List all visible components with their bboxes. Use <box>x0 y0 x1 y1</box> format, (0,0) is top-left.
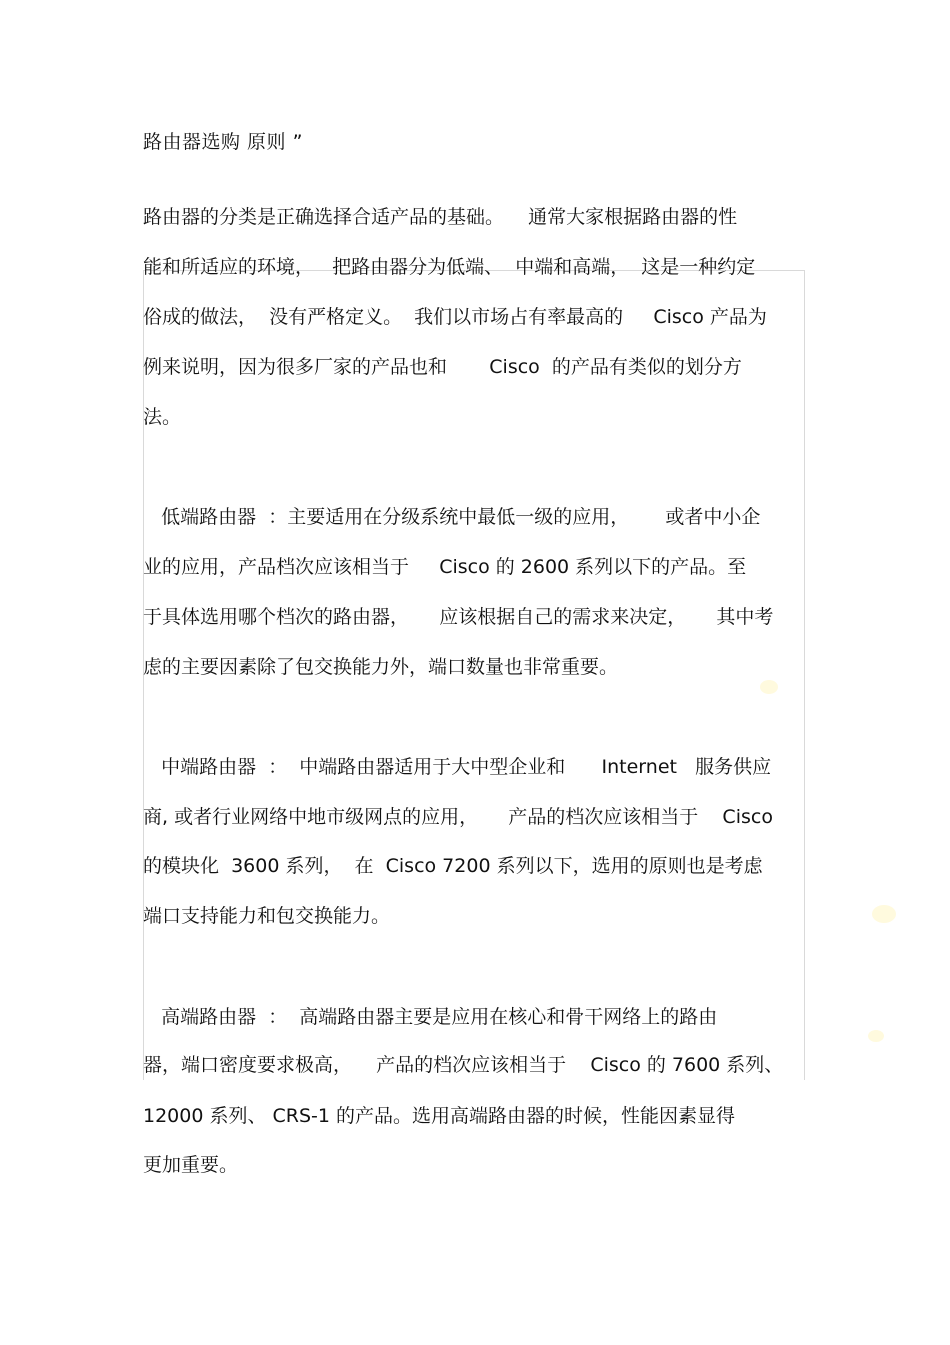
paragraph-1-line-1: 路由器的分类是正确选择合适产品的基础。 通常大家根据路由器的性 <box>143 206 738 228</box>
paper-stain <box>760 680 778 694</box>
paragraph-1-line-4: 例来说明，因为很多厂家的产品也和 Cisco 的产品有类似的划分方 <box>143 356 742 378</box>
paragraph-2-line-4: 虑的主要因素除了包交换能力外，端口数量也非常重要。 <box>143 656 619 678</box>
paragraph-4-line-3: 12000 系列、 CRS-1 的产品。选用高端路由器的时候，性能因素显得 <box>143 1105 736 1127</box>
paragraph-4-line-1: 高端路由器 ： 高端路由器主要是应用在核心和骨干网络上的路由 <box>143 1006 718 1028</box>
paragraph-1-line-2: 能和所适应的环境， 把路由器分为低端、 中端和高端， 这是一种约定 <box>143 256 756 278</box>
paragraph-2-line-3: 于具体选用哪个档次的路由器， 应该根据自己的需求来决定， 其中考 <box>143 606 774 628</box>
frame-border-right <box>804 270 805 1080</box>
paragraph-3-line-1: 中端路由器 ： 中端路由器适用于大中型企业和 Internet 服务供应 <box>143 756 772 778</box>
paper-stain <box>872 905 896 923</box>
paragraph-3-line-2: 商, 或者行业网络中地市级网点的应用， 产品的档次应该相当于 Cisco <box>143 806 773 828</box>
paragraph-1-line-3: 俗成的做法， 没有严格定义。 我们以市场占有率最高的 Cisco 产品为 <box>143 306 767 328</box>
paragraph-4-line-2: 器，端口密度要求极高， 产品的档次应该相当于 Cisco 的 7600 系列、 <box>143 1054 784 1076</box>
paragraph-3-line-3: 的模块化 3600 系列， 在 Cisco 7200 系列以下，选用的原则也是考虑 <box>143 855 763 877</box>
paragraph-2-line-1: 低端路由器 ：主要适用在分级系统中最低一级的应用， 或者中小企 <box>143 506 761 528</box>
paragraph-3-line-4: 端口支持能力和包交换能力。 <box>143 905 391 927</box>
paper-stain <box>868 1030 884 1042</box>
paragraph-4-line-4: 更加重要。 <box>143 1154 239 1176</box>
document-title: 路由器选购 原则 ” <box>143 131 303 153</box>
paragraph-2-line-2: 业的应用，产品档次应该相当于 Cisco 的 2600 系列以下的产品。至 <box>143 556 747 578</box>
paragraph-1-line-5: 法。 <box>143 406 182 428</box>
